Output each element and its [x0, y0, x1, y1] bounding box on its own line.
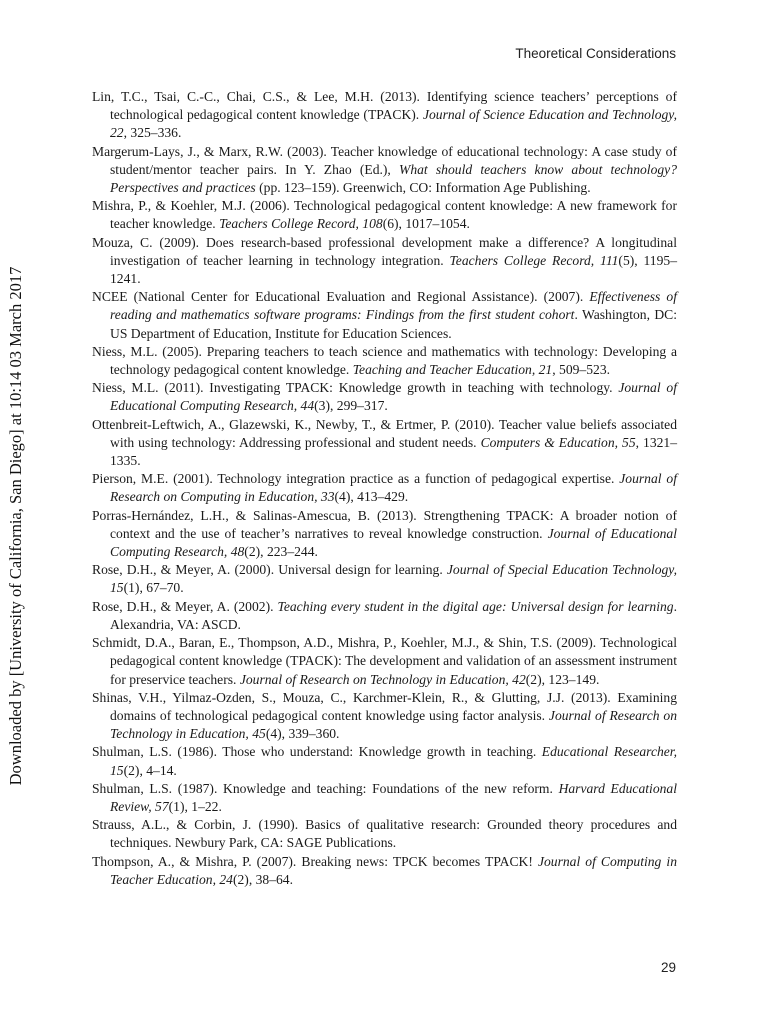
reference-text: (1), 67–70.: [123, 580, 184, 596]
reference-text: Strauss, A.L., & Corbin, J. (1990). Basics of qualitative research: Grounded theory procedures and techniques. Newbury Park, CA: SAGE Publications.: [92, 817, 677, 851]
reference-text: Mouza, C. (2009). Does research-based professional development make a difference? A longitudinal investigation of teacher learning in technology integration.: [92, 234, 677, 268]
reference-source-title: Journal of Research on Technology in Education, 42: [239, 671, 526, 687]
reference-text: Schmidt, D.A., Baran, E., Thompson, A.D., Mishra, P., Koehler, M.J., & Shin, T.S. (2009). Technological pedagogical content knowledge (TPACK): The development and validation of an assessment instrument for preservice teachers.: [92, 635, 677, 687]
reference-text: , 325–336.: [123, 125, 182, 141]
reference-entry: [92, 853, 677, 889]
reference-text: Rose, D.H., & Meyer, A. (2002).: [92, 598, 278, 614]
reference-text: (4), 339–360.: [265, 726, 340, 742]
reference-text: (5), 1195–1241.: [110, 252, 677, 287]
reference-entry: [92, 634, 677, 689]
reference-entry: [92, 689, 677, 744]
reference-text: (2), 4–14.: [123, 762, 177, 778]
reference-source-title: Journal of Science Education and Technology, 22: [110, 107, 677, 141]
reference-source-title: Teachers College Record, 108: [219, 216, 383, 232]
reference-text: Mishra, P., & Koehler, M.J. (2006). Technological pedagogical content knowledge: A new framework for teacher knowledge.: [92, 198, 677, 232]
reference-text: , 1321–1335.: [110, 434, 678, 469]
reference-text: Thompson, A., & Mishra, P. (2007). Breaking news: TPCK becomes TPACK!: [92, 853, 538, 869]
reference-source-title: Teaching and Teacher Education, 21: [352, 362, 553, 378]
reference-text: Shulman, L.S. (1987). Knowledge and teaching: Foundations of the new reform.: [92, 780, 559, 796]
reference-text: (3), 299–317.: [314, 398, 388, 414]
reference-entry: [92, 88, 677, 143]
reference-source-title: Educational Researcher, 15: [110, 744, 677, 778]
reference-entry: [92, 470, 677, 506]
reference-source-title: What should teachers know about technology? Perspectives and practices: [110, 161, 677, 196]
reference-entry: [92, 234, 677, 289]
reference-text: , 509–523.: [552, 362, 611, 378]
page-number: 29: [660, 960, 676, 975]
reference-entry: [92, 780, 677, 816]
reference-entry: [92, 379, 677, 415]
reference-text: Margerum-Lays, J., & Marx, R.W. (2003). Teacher knowledge of educational technology: A case study of student/mentor teacher pairs. In Y. Zhao (Ed.),: [92, 143, 677, 177]
reference-text: (2), 123–149.: [525, 671, 600, 687]
reference-source-title: Computers & Education, 55: [480, 434, 636, 450]
reference-text: . Washington, DC: US Department of Education, Institute for Education Sciences.: [110, 307, 677, 341]
reference-source-title: Journal of Educational Computing Research, 48: [110, 525, 677, 560]
reference-entry: [92, 598, 677, 634]
reference-text: (1), 1–22.: [168, 798, 222, 814]
reference-text: (pp. 123–159). Greenwich, CO: Information Age Publishing.: [255, 180, 591, 196]
reference-source-title: Journal of Special Education Technology, 15: [110, 562, 677, 596]
reference-text: (6), 1017–1054.: [382, 216, 470, 232]
reference-text: Rose, D.H., & Meyer, A. (2000). Universal design for learning.: [92, 562, 447, 578]
reference-text: NCEE (National Center for Educational Evaluation and Regional Assistance). (2007).: [92, 289, 590, 305]
reference-source-title: Harvard Educational Review, 57: [110, 780, 677, 814]
reference-entry: [92, 416, 677, 471]
reference-source-title: Teaching every student in the digital age: Universal design for learning: [277, 598, 674, 614]
reference-source-title: Teachers College Record, 111: [449, 252, 619, 268]
reference-source-title: Journal of Educational Computing Research, 44: [110, 380, 677, 414]
reference-text: Niess, M.L. (2005). Preparing teachers to teach science and mathematics with technology: Developing a technology pedagogical content knowledge.: [92, 343, 677, 378]
reference-text: . Alexandria, VA: ASCD.: [110, 598, 677, 632]
reference-list: [92, 88, 677, 889]
reference-text: Niess, M.L. (2011). Investigating TPACK: Knowledge growth in teaching with technology.: [92, 380, 619, 396]
running-head: Theoretical Considerations: [515, 46, 676, 61]
reference-entry: [92, 743, 677, 779]
reference-text: Ottenbreit-Leftwich, A., Glazewski, K., Newby, T., & Ertmer, P. (2010). Teacher value beliefs associated with using technology: Addressing professional and student needs.: [92, 416, 677, 450]
reference-text: Shinas, V.H., Yilmaz-Ozden, S., Mouza, C., Karchmer-Klein, R., & Glutting, J.J. (2013). Examining domains of technological pedagogical content knowledge using factor analysis.: [92, 689, 677, 723]
reference-text: Pierson, M.E. (2001). Technology integration practice as a function of pedagogical expertise.: [92, 471, 620, 487]
reference-source-title: Journal of Computing in Teacher Education, 24: [110, 853, 677, 887]
reference-text: Lin, T.C., Tsai, C.-C., Chai, C.S., & Lee, M.H. (2013). Identifying science teachers’ perceptions of technological pedagogical content knowledge (TPACK).: [92, 89, 677, 123]
reference-text: Porras-Hernández, L.H., & Salinas-Amescua, B. (2013). Strengthening TPACK: A broader notion of context and the use of teacher’s narratives to reveal knowledge construction.: [92, 507, 677, 541]
download-watermark: Downloaded by [University of California, San Diego] at 10:14 03 March 2017: [6, 266, 25, 786]
reference-source-title: Journal of Research on Computing in Education, 33: [110, 471, 678, 505]
reference-entry: [92, 288, 677, 343]
reference-text: (2), 38–64.: [232, 871, 293, 887]
reference-entry: [92, 561, 677, 597]
reference-text: (4), 413–429.: [334, 489, 409, 505]
reference-source-title: Effectiveness of reading and mathematics software programs: Findings from the first student cohort: [110, 289, 677, 323]
reference-text: Shulman, L.S. (1986). Those who understand: Knowledge growth in teaching.: [92, 744, 542, 760]
reference-entry: [92, 197, 677, 233]
reference-text: (2), 223–244.: [244, 544, 318, 560]
reference-entry: [92, 507, 677, 562]
reference-entry: [92, 343, 677, 379]
reference-entry: [92, 143, 677, 198]
reference-source-title: Journal of Research on Technology in Education, 45: [110, 707, 677, 742]
reference-entry: [92, 816, 677, 852]
